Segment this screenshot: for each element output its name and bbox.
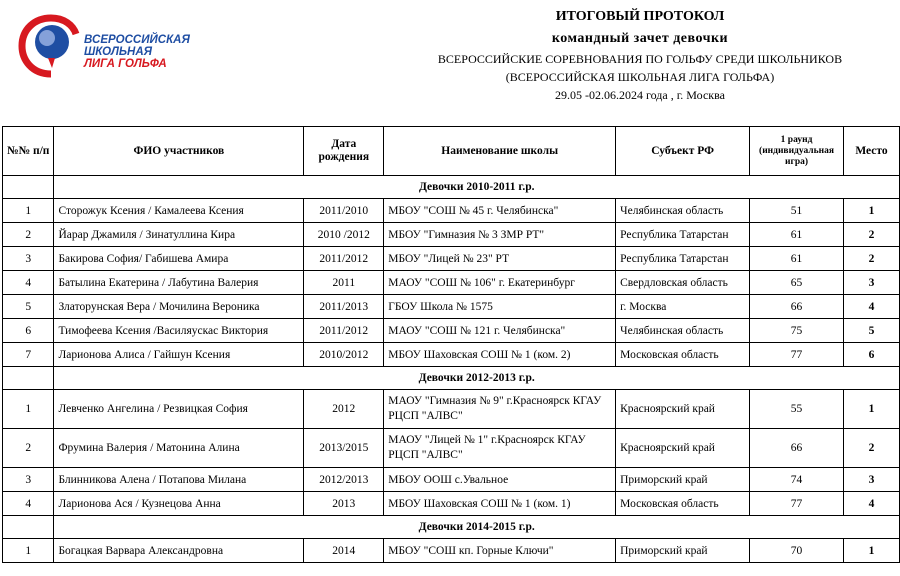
row-number-cell: 4 [3,492,54,516]
place-cell: 1 [844,390,900,429]
place-cell: 2 [844,223,900,247]
round-score-cell: 55 [750,390,844,429]
birth-years-cell: 2011/2013 [304,295,384,319]
place-cell: 4 [844,492,900,516]
table-row [3,223,900,247]
col-school-header: Наименование школы [384,127,616,176]
region-cell: Свердловская область [616,271,750,295]
round-score-cell: 65 [750,271,844,295]
place-cell: 2 [844,247,900,271]
results-table [2,126,900,563]
place-cell: 1 [844,539,900,563]
golf-ball-icon [18,12,88,82]
participants-cell: Ларионова Ася / Кузнецова Анна [54,492,304,516]
region-cell: Московская область [616,492,750,516]
participants-cell: Ларионова Алиса / Гайшун Ксения [54,343,304,367]
place-cell: 4 [844,295,900,319]
region-cell: Республика Татарстан [616,223,750,247]
school-name-cell: МАОУ "СОШ № 121 г. Челябинска" [384,319,616,343]
protocol-header [390,6,890,104]
logo-line-2: ШКОЛЬНАЯ [84,46,153,58]
table-row [3,319,900,343]
group-title: Девочки 2010-2011 г.р. [54,176,900,199]
round-score-cell: 77 [750,492,844,516]
logo-line-3: ЛИГА ГОЛЬФА [84,58,167,70]
participants-cell: Богацкая Варвара Александровна [54,539,304,563]
round-score-cell: 70 [750,539,844,563]
table-row [3,199,900,223]
region-cell: Московская область [616,343,750,367]
row-number-cell: 1 [3,390,54,429]
participants-cell: Фрумина Валерия / Матонина Алина [54,429,304,468]
region-cell: Челябинская область [616,199,750,223]
table-row [3,390,900,429]
protocol-subtitle: командный зачет девочки [551,31,729,46]
region-cell: Приморский край [616,539,750,563]
round-score-cell: 75 [750,319,844,343]
league-name: (ВСЕРОССИЙСКАЯ ШКОЛЬНАЯ ЛИГА ГОЛЬФА) [505,70,775,84]
row-number-cell: 1 [3,199,54,223]
competition-name: ВСЕРОССИЙСКИЕ СОРЕВНОВАНИЯ ПО ГОЛЬФУ СРЕДИ ШКОЛЬНИКОВ [437,52,843,66]
group-title: Девочки 2014-2015 г.р. [54,516,900,539]
table-row [3,468,900,492]
row-number-cell: 6 [3,319,54,343]
group-spacer [3,516,54,539]
round-score-cell: 61 [750,223,844,247]
birth-years-cell: 2011 [304,271,384,295]
birth-years-cell: 2011/2012 [304,247,384,271]
place-cell: 1 [844,199,900,223]
birth-years-cell: 2010/2012 [304,343,384,367]
group-header-row [3,176,900,199]
row-number-cell: 7 [3,343,54,367]
birth-years-cell: 2013 [304,492,384,516]
birth-years-cell: 2014 [304,539,384,563]
col-round-header: 1 раунд (индивидуальная игра) [750,127,844,176]
participants-cell: Тимофеева Ксения /Василяускас Виктория [54,319,304,343]
league-logo [18,12,188,82]
row-number-cell: 3 [3,247,54,271]
protocol-title: ИТОГОВЫЙ ПРОТОКОЛ [555,9,725,24]
row-number-cell: 3 [3,468,54,492]
table-row [3,539,900,563]
birth-years-cell: 2011/2012 [304,319,384,343]
group-header-row [3,367,900,390]
dates-location: 29.05 -02.06.2024 года , г. Москва [555,88,725,102]
col-dob-header: Дата рождения [304,127,384,176]
row-number-cell: 2 [3,223,54,247]
round-score-cell: 66 [750,429,844,468]
group-spacer [3,367,54,390]
school-name-cell: ГБОУ Школа № 1575 [384,295,616,319]
group-header-row [3,516,900,539]
col-place-header: Место [844,127,900,176]
place-cell: 2 [844,429,900,468]
table-row [3,247,900,271]
col-region-header: Субъект РФ [616,127,750,176]
participants-cell: Блинникова Алена / Потапова Милана [54,468,304,492]
school-name-cell: МБОУ "Гимназия № 3 ЗМР РТ" [384,223,616,247]
table-header-row [3,127,900,176]
participants-cell: Йарар Джамиля / Зинатуллина Кира [54,223,304,247]
participants-cell: Левченко Ангелина / Резвицкая София [54,390,304,429]
round-score-cell: 51 [750,199,844,223]
table-row [3,271,900,295]
birth-years-cell: 2012/2013 [304,468,384,492]
round-score-cell: 61 [750,247,844,271]
place-cell: 3 [844,468,900,492]
place-cell: 3 [844,271,900,295]
participants-cell: Бакирова София/ Габишева Амира [54,247,304,271]
school-name-cell: МАОУ "СОШ № 106" г. Екатеринбург [384,271,616,295]
region-cell: Республика Татарстан [616,247,750,271]
birth-years-cell: 2013/2015 [304,429,384,468]
birth-years-cell: 2010 /2012 [304,223,384,247]
participants-cell: Батылина Екатерина / Лабутина Валерия [54,271,304,295]
region-cell: Красноярский край [616,429,750,468]
group-spacer [3,176,54,199]
col-fio-header: ФИО участников [54,127,304,176]
row-number-cell: 5 [3,295,54,319]
school-name-cell: МБОУ Шаховская СОШ № 1 (ком. 1) [384,492,616,516]
table-row [3,295,900,319]
place-cell: 5 [844,319,900,343]
school-name-cell: МБОУ ООШ с.Увальное [384,468,616,492]
round-score-cell: 66 [750,295,844,319]
school-name-cell: МАОУ "Лицей № 1" г.Красноярск КГАУ РЦСП "АЛВС" [384,429,616,468]
participants-cell: Сторожук Ксения / Камалеева Ксения [54,199,304,223]
row-number-cell: 2 [3,429,54,468]
round-score-cell: 74 [750,468,844,492]
school-name-cell: МБОУ "СОШ № 45 г. Челябинска" [384,199,616,223]
participants-cell: Златорунская Вера / Мочилина Вероника [54,295,304,319]
round-score-cell: 77 [750,343,844,367]
row-number-cell: 4 [3,271,54,295]
region-cell: Челябинская область [616,319,750,343]
row-number-cell: 1 [3,539,54,563]
results-body [3,176,900,563]
region-cell: Приморский край [616,468,750,492]
group-title: Девочки 2012-2013 г.р. [54,367,900,390]
school-name-cell: МАОУ "Гимназия № 9" г.Красноярск КГАУ РЦСП "АЛВС" [384,390,616,429]
region-cell: Красноярский край [616,390,750,429]
region-cell: г. Москва [616,295,750,319]
table-row [3,343,900,367]
table-row [3,429,900,468]
school-name-cell: МБОУ "Лицей № 23" РТ [384,247,616,271]
logo-line-1: ВСЕРОССИЙСКАЯ [84,34,190,46]
table-row [3,492,900,516]
school-name-cell: МБОУ "СОШ кп. Горные Ключи" [384,539,616,563]
col-num-header: №№ п/п [3,127,54,176]
place-cell: 6 [844,343,900,367]
school-name-cell: МБОУ Шаховская СОШ № 1 (ком. 2) [384,343,616,367]
birth-years-cell: 2011/2010 [304,199,384,223]
birth-years-cell: 2012 [304,390,384,429]
